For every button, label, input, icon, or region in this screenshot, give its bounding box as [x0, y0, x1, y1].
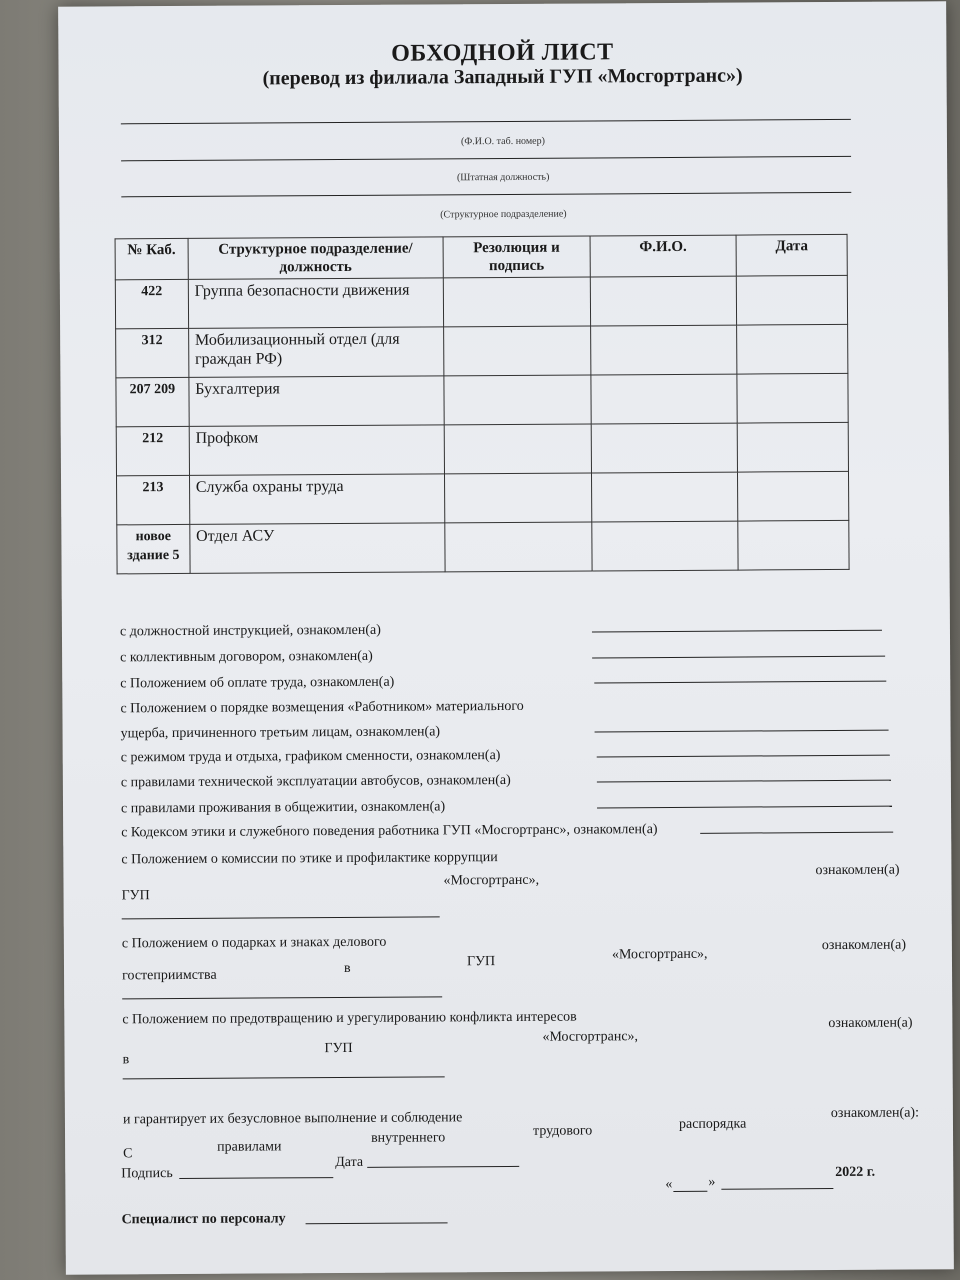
clearance-table	[115, 234, 850, 574]
table-row	[116, 373, 848, 426]
row-resolution-cell[interactable]	[445, 473, 592, 523]
ack-gifts-line1: с Положением о подарках и знаках делового	[121, 934, 387, 952]
row-resolution-cell[interactable]	[445, 522, 592, 572]
row-fio-cell[interactable]	[590, 325, 737, 375]
ack-regulations-line2: и гарантирует их безусловное выполнение и соблюдение	[122, 1110, 463, 1128]
row-resolution-cell[interactable]	[443, 277, 590, 327]
position-field-caption: (Штатная должность)	[456, 171, 550, 184]
ack-conflict-word-in: в	[122, 1052, 130, 1068]
fio-field-caption: (Ф.И.О. таб. номер)	[460, 135, 545, 148]
date-month-line[interactable]	[721, 1188, 833, 1190]
header-resolution: Резолюция и подпись	[443, 236, 590, 278]
row-fio-cell[interactable]	[591, 521, 738, 571]
ack-ethics-commission-word-mosgortrans: «Мосгортранс»,	[443, 872, 540, 889]
department-field-caption: (Структурное подразделение)	[440, 208, 567, 221]
ack-job-description: с должностной инструкцией, ознакомлен(а)	[119, 622, 381, 640]
ack-conflict-word-acquainted: ознакомлен(а)	[828, 1015, 913, 1032]
row-date-cell[interactable]	[737, 422, 848, 472]
ack-damage-compensation-line1: с Положением о порядке возмещения «Работником» материального	[120, 698, 524, 717]
ack-conflict-signature-line[interactable]	[123, 1076, 445, 1079]
signature-date-line[interactable]	[367, 1166, 519, 1168]
position-field-line[interactable]	[121, 156, 851, 161]
row-fio-cell[interactable]	[590, 276, 737, 326]
header-department: Структурное подразделение/должность	[188, 237, 444, 280]
row-date-cell[interactable]	[737, 373, 848, 423]
document-sheet	[58, 1, 954, 1274]
ack-regulations-word-internal: внутреннего	[371, 1130, 446, 1146]
row-department: Бухгалтерия	[189, 376, 445, 427]
row-room: 312	[116, 328, 189, 377]
row-resolution-cell[interactable]	[444, 424, 591, 474]
ack-gifts-word-in: в	[343, 960, 351, 976]
row-resolution-cell[interactable]	[444, 375, 591, 425]
date-quote-open: «	[665, 1176, 673, 1193]
document-title: ОБХОДНОЙ ЛИСТ	[391, 39, 614, 67]
ack-gifts-signature-line[interactable]	[122, 996, 442, 999]
ack-dormitory-rules: с правилами проживания в общежитии, ознакомлен(а)	[120, 799, 446, 817]
ack-gifts-word-gup: ГУП	[466, 954, 496, 970]
ack-pay-regulation: с Положением об оплате труда, ознакомлен(а)	[120, 674, 395, 692]
ack-damage-compensation-line2: ущерба, причиненного третьим лицам, ознакомлен(а)	[120, 724, 441, 742]
table-row	[117, 520, 849, 573]
fio-field-line[interactable]	[121, 119, 851, 124]
row-department: Группа безопасности движения	[188, 278, 444, 329]
row-fio-cell[interactable]	[591, 374, 738, 424]
document-subtitle: (перевод из филиала Западный ГУП «Мосгортранс»)	[262, 64, 743, 90]
row-room: новое здание 5	[117, 524, 190, 573]
ack-ethics-commission-word-acquainted: ознакомлен(а)	[815, 862, 900, 879]
signature-date-label: Дата	[335, 1154, 364, 1171]
ack-regulations-word-s: С	[123, 1146, 133, 1162]
row-department: Профком	[189, 425, 445, 476]
header-room: № Каб.	[115, 238, 188, 279]
row-date-cell[interactable]	[738, 520, 849, 570]
signature-line[interactable]	[179, 1177, 333, 1179]
row-department: Мобилизационный отдел (для граждан РФ)	[188, 327, 444, 378]
row-date-cell[interactable]	[738, 471, 849, 521]
row-fio-cell[interactable]	[591, 423, 738, 473]
row-department: Отдел АСУ	[190, 523, 446, 574]
specialist-label: Специалист по персоналу	[121, 1211, 286, 1228]
ack-gifts-word-acquainted: ознакомлен(а)	[821, 937, 907, 954]
table-row	[117, 471, 849, 524]
ack-ethics-commission-word-gup: ГУП	[121, 888, 150, 904]
ack-regulations-word-labor: трудового	[532, 1123, 593, 1139]
row-date-cell[interactable]	[737, 275, 848, 325]
header-date: Дата	[736, 234, 847, 276]
ack-conflict-line1: с Положением по предотвращению и урегулированию конфликта интересов	[122, 1009, 577, 1028]
row-room: 212	[116, 426, 189, 475]
department-field-line[interactable]	[121, 192, 851, 197]
row-fio-cell[interactable]	[591, 472, 738, 522]
ack-regulations-word-schedule: распорядка	[678, 1116, 747, 1132]
ack-regulations-word-acquainted: ознакомлен(а):	[830, 1105, 920, 1122]
row-date-cell[interactable]	[737, 324, 848, 374]
ack-bus-operation: с правилами технической эксплуатации автобусов, ознакомлен(а)	[120, 772, 511, 791]
table-row	[116, 422, 848, 475]
table-row	[115, 275, 847, 328]
ack-conflict-word-gup: ГУП	[324, 1040, 353, 1057]
header-fio: Ф.И.О.	[590, 235, 737, 277]
ack-gifts-word-mosgortrans: «Мосгортранс»,	[611, 946, 708, 963]
ack-ethics-commission-signature-line[interactable]	[122, 916, 440, 919]
date-day-line[interactable]	[673, 1191, 707, 1192]
row-room: 207 209	[116, 377, 189, 426]
date-quote-close: »	[708, 1174, 716, 1190]
row-room: 213	[117, 475, 190, 524]
row-resolution-cell[interactable]	[444, 326, 591, 376]
row-department: Служба охраны труда	[189, 474, 445, 525]
ack-conflict-word-mosgortrans: «Мосгортранс»,	[542, 1029, 639, 1045]
ack-regulations-word-rules: правилами	[217, 1139, 282, 1155]
date-year: 2022 г.	[835, 1164, 876, 1180]
ack-ethics-code: с Кодексом этики и служебного поведения работника ГУП «Мосгортранс», ознакомлен(а)	[121, 822, 658, 841]
signature-label: Подпись	[121, 1166, 173, 1182]
specialist-signature-line[interactable]	[306, 1222, 448, 1224]
ack-work-schedule: с режимом труда и отдыха, графиком сменности, ознакомлен(а)	[120, 748, 501, 766]
ack-collective-agreement: с коллективным договором, ознакомлен(а)	[120, 648, 373, 666]
table-row	[116, 324, 848, 377]
ack-gifts-word-hospitality: гостеприимства	[122, 967, 217, 984]
ack-ethics-commission-line1: с Положением о комиссии по этике и профилактике коррупции	[121, 850, 498, 868]
table-header-row	[115, 234, 847, 279]
row-room: 422	[115, 279, 188, 328]
